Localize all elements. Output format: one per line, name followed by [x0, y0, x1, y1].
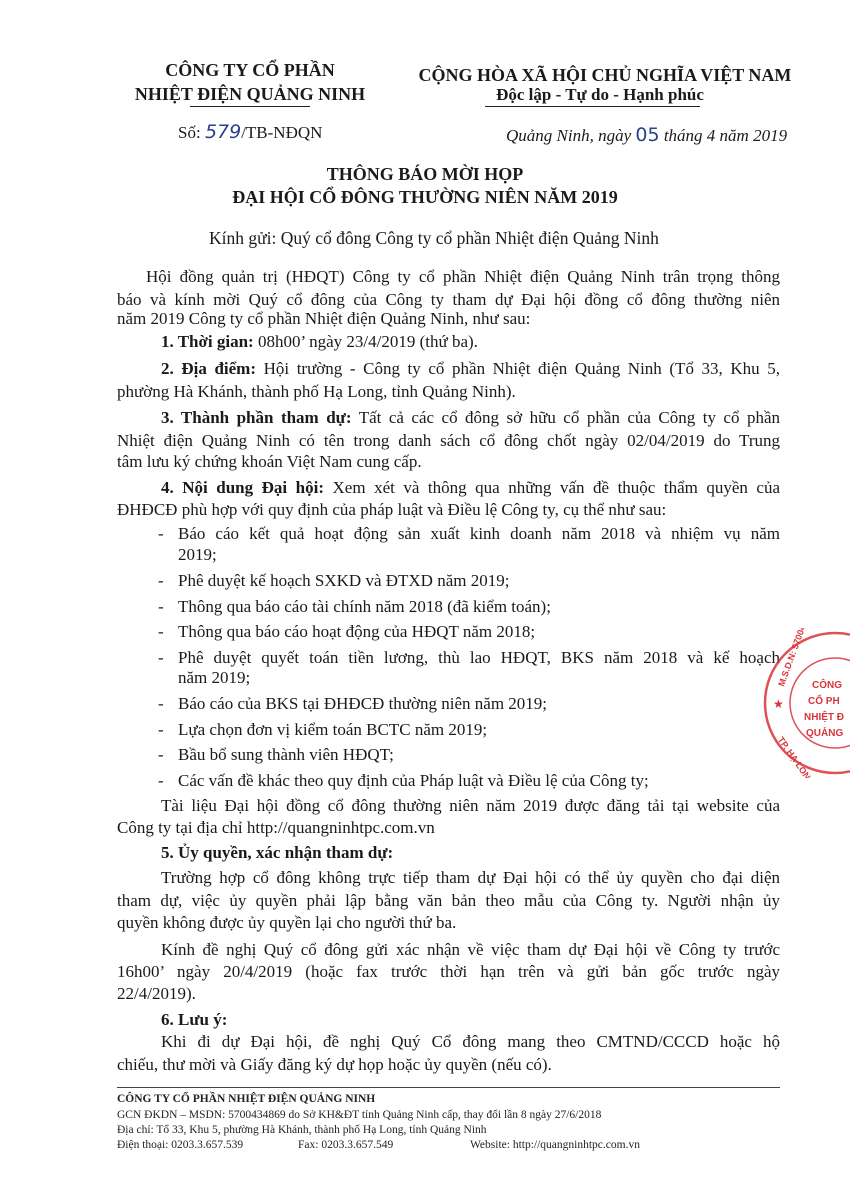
- section-venue-line1: [161, 357, 780, 380]
- list-item-text: Phê duyệt kế hoạch SXKD và ĐTXD năm 2019;: [178, 571, 510, 590]
- bullet-dash: -: [158, 720, 164, 739]
- note-line1: Khi đi dự Đại hội, đề nghị Quý Cổ đông mang theo CMTND/CCCD hoặc hộ: [161, 1032, 780, 1051]
- list-item-text: Lựa chọn đơn vị kiểm toán BCTC năm 2019;: [178, 720, 488, 739]
- section-agenda-line2: ĐHĐCĐ phù hợp với quy định của pháp luật và Điều lệ Công ty, cụ thể như sau:: [117, 500, 667, 519]
- section-time: [161, 330, 478, 353]
- footer-registration: GCN ĐKDN – MSDN: 5700434869 do Sở KH&ĐT tỉnh Quảng Ninh cấp, thay đổi lần 8 ngày 27/6/2018: [117, 1109, 602, 1121]
- bullet-dash: -: [158, 597, 164, 616]
- bullet-dash: -: [158, 524, 164, 543]
- intro-line2: báo và kính mời Quý cổ đông của Công ty tham dự Đại hội đồng cổ đông thường niên: [117, 290, 780, 309]
- intro-line3: năm 2019 Công ty cổ phần Nhiệt điện Quảng Ninh, như sau:: [117, 309, 531, 328]
- seal-center-line3: NHIỆT Đ: [804, 712, 844, 723]
- bullet-dash: -: [158, 745, 164, 764]
- company-name-line1: CÔNG TY CỔ PHẦN: [165, 60, 335, 80]
- proxy-p1-line2: tham dự, việc ủy quyền phải lập bằng văn bản theo mẫu của Công ty. Người nhận ủy: [117, 891, 780, 910]
- company-name-line2: [125, 84, 375, 105]
- section-attendees-line1: [161, 406, 780, 429]
- section-note-label: 6. Lưu ý:: [161, 1010, 228, 1029]
- doc-no-suffix: /TB-NĐQN: [241, 123, 323, 142]
- section-agenda-line1: [161, 476, 780, 499]
- seal-center-line4: QUẢNG: [806, 728, 844, 739]
- date-day-handwritten: 05: [635, 124, 660, 146]
- proxy-p2-line1: Kính đề nghị Quý cổ đông gửi xác nhận về việc tham dự Đại hội về Công ty trước: [161, 940, 780, 959]
- proxy-p1-line1: Trường hợp cổ đông không trực tiếp tham dự Đại hội có thể ủy quyền cho đại diện: [161, 868, 780, 887]
- seal-ring-text: M.S.D.N: 5700434: [776, 628, 812, 688]
- section-time-label: 1. Thời gian:: [161, 332, 254, 351]
- doc-no-prefix: Số:: [178, 123, 201, 142]
- seal-bottom-text: TP. HẠ LONG - T: [775, 734, 825, 778]
- bullet-dash: -: [158, 694, 164, 713]
- list-item-text-cont: năm 2019;: [178, 668, 251, 687]
- documents-line1: Tài liệu Đại hội đồng cổ đông thường niên năm 2019 được đăng tải tại website của: [161, 796, 780, 815]
- section-attendees-label: 3. Thành phần tham dự:: [161, 408, 352, 427]
- section-attendees-text: Tất cả các cổ đông sở hữu cổ phần của Công ty cổ phần: [351, 408, 780, 427]
- footer-fax: Fax: 0203.3.657.549: [298, 1139, 394, 1151]
- bullet-dash: -: [158, 648, 164, 667]
- doc-no-handwritten: 579: [204, 121, 242, 143]
- proxy-p2-line2: 16h00’ ngày 20/4/2019 (hoặc fax trước thời hạn trên và gửi bản gốc trước ngày: [117, 962, 780, 981]
- list-item-text-cont: 2019;: [178, 545, 217, 564]
- section-proxy-label: 5. Ủy quyền, xác nhận tham dự:: [161, 843, 394, 862]
- list-item-text: Phê duyệt quyết toán tiền lương, thù lao HĐQT, BKS năm 2018 và kế hoạch: [178, 648, 780, 667]
- notice-title: THÔNG BÁO MỜI HỌP: [326, 164, 524, 184]
- section-agenda-text: Xem xét và thông qua những vấn đề thuộc thẩm quyền của: [324, 478, 780, 497]
- list-item-text: Các vấn đề khác theo quy định của Pháp luật và Điều lệ của Công ty;: [178, 771, 649, 790]
- recipient: Kính gửi: Quý cổ đông Công ty cổ phần Nhiệt điện Quảng Ninh: [209, 228, 659, 248]
- seal-center-line2: CỔ PH: [808, 696, 840, 707]
- document-date: [506, 124, 787, 147]
- bullet-dash: -: [158, 571, 164, 590]
- seal-center-line1: CÔNG: [812, 680, 842, 691]
- section-venue-label: 2. Địa điểm:: [161, 359, 256, 378]
- company-name-line2-text: NHIỆT ĐIỆN QUẢNG NINH: [134, 84, 366, 104]
- motto-underline: [485, 106, 700, 107]
- proxy-p2-line3: 22/4/2019).: [117, 984, 196, 1003]
- company-underline: [190, 106, 310, 107]
- company-seal: [760, 628, 850, 778]
- seal-star-icon: ★: [773, 697, 784, 711]
- section-time-text: 08h00’ ngày 23/4/2019 (thứ ba).: [253, 332, 478, 351]
- date-prefix: Quảng Ninh, ngày: [506, 126, 632, 145]
- section-agenda-label: 4. Nội dung Đại hội:: [161, 478, 325, 497]
- list-item-text: Thông qua báo cáo tài chính năm 2018 (đã kiểm toán);: [178, 597, 551, 616]
- motto: Độc lập - Tự do - Hạnh phúc: [496, 85, 704, 104]
- intro-line1: Hội đồng quản trị (HĐQT) Công ty cổ phần Nhiệt điện Quảng Ninh trân trọng thông: [146, 267, 780, 286]
- section-attendees-line2: Nhiệt điện Quảng Ninh có tên trong danh sách cổ đông chốt ngày 02/04/2019 do Trung: [117, 431, 780, 450]
- footer-phone: Điện thoại: 0203.3.657.539: [117, 1139, 244, 1151]
- footer-address: Địa chỉ: Tổ 33, Khu 5, phường Hà Khánh, thành phố Hạ Long, tỉnh Quảng Ninh: [117, 1124, 487, 1136]
- footer-company: CÔNG TY CỔ PHẦN NHIỆT ĐIỆN QUẢNG NINH: [117, 1093, 376, 1105]
- bullet-dash: -: [158, 771, 164, 790]
- list-item-text: Báo cáo của BKS tại ĐHĐCĐ thường niên năm 2019;: [178, 694, 548, 713]
- notice-subtitle: ĐẠI HỘI CỔ ĐÔNG THƯỜNG NIÊN NĂM 2019: [232, 187, 618, 207]
- company-seal-graphic: [760, 628, 850, 778]
- list-item-text: Báo cáo kết quả hoạt động sản xuất kinh doanh năm 2018 và nhiệm vụ năm: [178, 524, 780, 543]
- section-venue-text: Hội trường - Công ty cổ phần Nhiệt điện Quảng Ninh (Tổ 33, Khu 5,: [256, 359, 781, 378]
- date-suffix: tháng 4 năm 2019: [663, 126, 788, 145]
- republic-title: CỘNG HÒA XÃ HỘI CHỦ NGHĨA VIỆT NAM: [418, 65, 792, 85]
- documents-line2: Công ty tại địa chỉ http://quangninhtpc.com.vn: [117, 818, 435, 837]
- proxy-p1-line3: quyền không được ủy quyền lại cho người thứ ba.: [117, 913, 457, 932]
- document-number: [178, 121, 322, 144]
- note-line2: chiếu, thư mời và Giấy đăng ký dự họp hoặc ủy quyền (nếu có).: [117, 1055, 552, 1074]
- bullet-dash: -: [158, 622, 164, 641]
- section-attendees-line3: tâm lưu ký chứng khoán Việt Nam cung cấp.: [117, 452, 422, 471]
- list-item-text: Thông qua báo cáo hoạt động của HĐQT năm 2018;: [178, 622, 536, 641]
- section-venue-line2: phường Hà Khánh, thành phố Hạ Long, tỉnh Quảng Ninh).: [117, 382, 516, 401]
- list-item-text: Bầu bổ sung thành viên HĐQT;: [178, 745, 394, 764]
- footer-website: Website: http://quangninhtpc.com.vn: [470, 1139, 640, 1151]
- footer-divider: [117, 1087, 780, 1088]
